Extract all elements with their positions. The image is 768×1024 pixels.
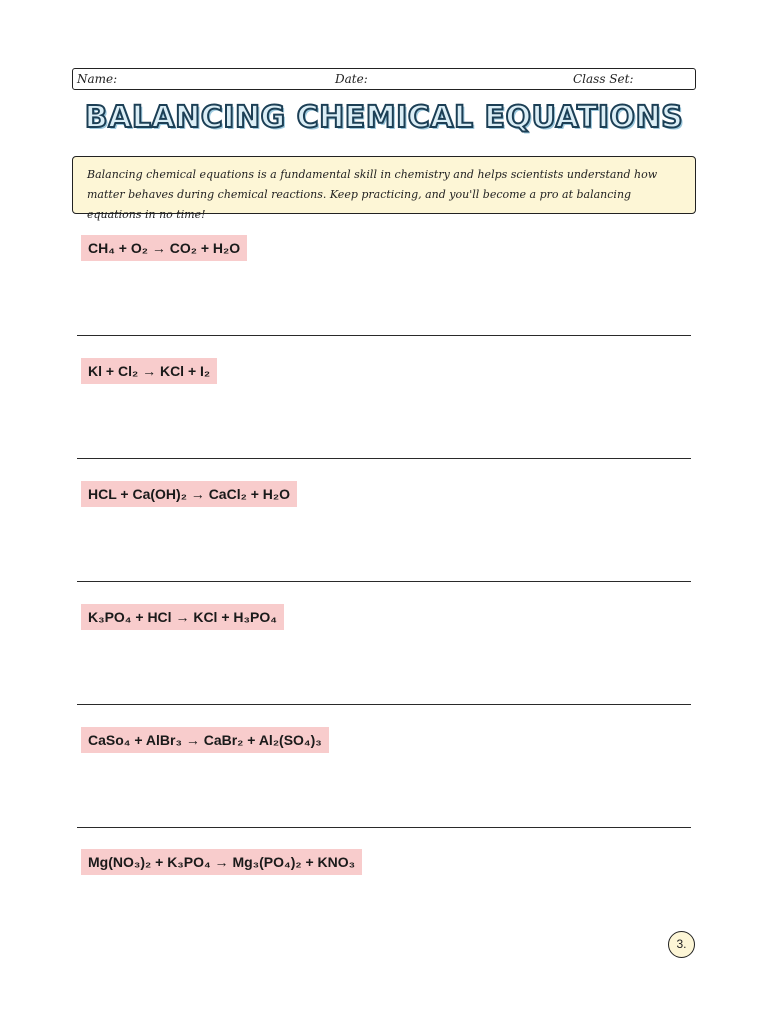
- equation-label: CH₄ + O₂ → CO₂ + H₂O: [81, 235, 247, 261]
- problem-4: [0, 604, 768, 727]
- page-number-badge: 3.: [668, 931, 695, 958]
- equation-label: Mg(NO₃)₂ + K₃PO₄ → Mg₃(PO₄)₂ + KNO₃: [81, 849, 362, 875]
- problem-3: [0, 481, 768, 604]
- problem-2: [0, 358, 768, 481]
- answer-line: [77, 458, 691, 459]
- equation-label: Kl + Cl₂ → KCl + I₂: [81, 358, 217, 384]
- equation-label: K₃PO₄ + HCl → KCl + H₃PO₄: [81, 604, 284, 630]
- intro-box: Balancing chemical equations is a fundamental skill in chemistry and helps scientists understand how matter behaves during chemical reactions. Keep practicing, and you'll become a pro at balancing equations in no time!: [72, 156, 696, 214]
- answer-line: [77, 335, 691, 336]
- answer-line: [77, 827, 691, 828]
- name-label: Name:: [77, 72, 118, 86]
- problem-1: [0, 235, 768, 358]
- student-info-bar: [72, 68, 696, 90]
- problem-5: [0, 727, 768, 850]
- answer-line: [77, 581, 691, 582]
- equation-label: CaSo₄ + AlBr₃ → CaBr₂ + Al₂(SO₄)₃: [81, 727, 329, 753]
- equation-label: HCL + Ca(OH)₂ → CaCl₂ + H₂O: [81, 481, 297, 507]
- problem-6: [0, 849, 768, 972]
- date-label: Date:: [335, 72, 368, 86]
- answer-line: [77, 704, 691, 705]
- page-title: BALANCING CHEMICAL EQUATIONS: [84, 100, 684, 135]
- class-set-label: Class Set:: [573, 72, 634, 86]
